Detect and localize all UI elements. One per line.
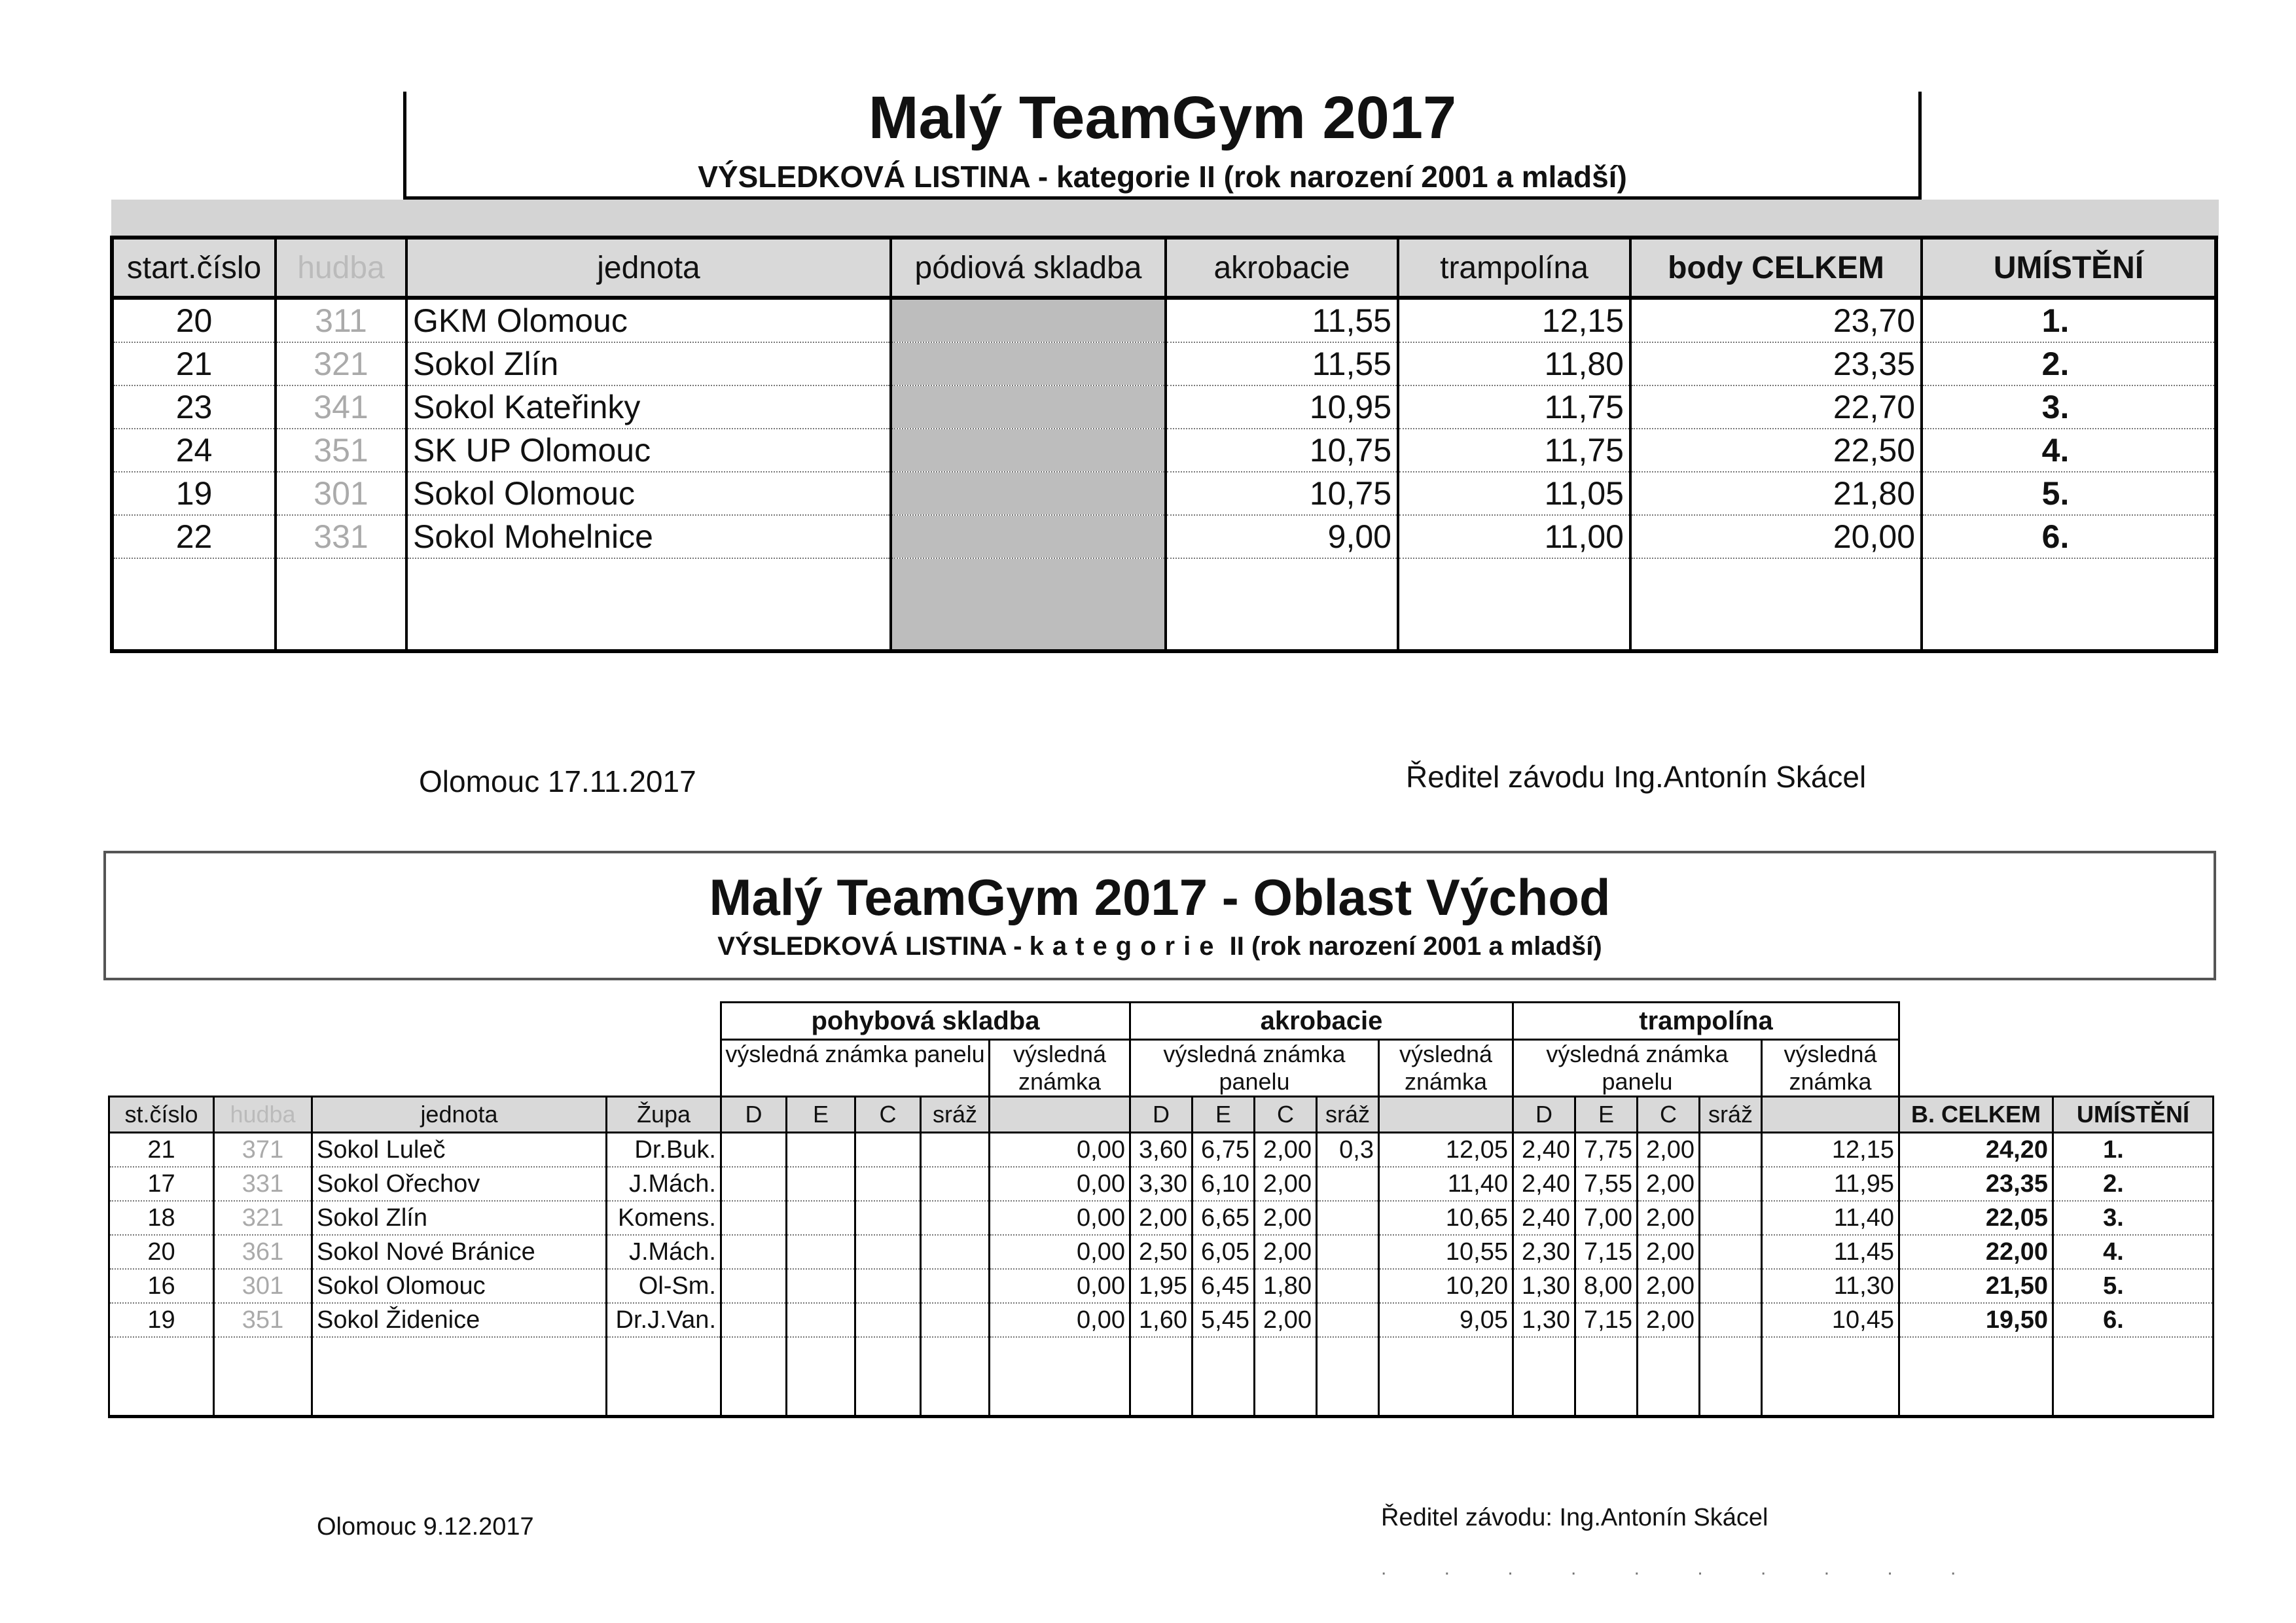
col-floor-c: C (855, 1097, 921, 1133)
trampoline-score: 11,75 (1398, 385, 1630, 429)
acro-d: 3,60 (1130, 1133, 1193, 1168)
empty-cell (1630, 558, 1922, 651)
sub-header-row (109, 1040, 2214, 1097)
floor-e (787, 1303, 855, 1337)
tramp-e: 8,00 (1575, 1269, 1638, 1303)
acro-final: 12,05 (1379, 1133, 1513, 1168)
start-number: 19 (112, 472, 276, 515)
empty-cell (1255, 1337, 1317, 1417)
floor-d (721, 1201, 787, 1235)
region: J.Mách. (607, 1167, 721, 1201)
col-start-number: st.číslo (109, 1097, 214, 1133)
trampoline-score: 11,00 (1398, 515, 1630, 558)
col-club: jednota (312, 1097, 607, 1133)
total-score: 22,00 (1899, 1235, 2053, 1269)
placement: 6. (2053, 1303, 2214, 1337)
col-placement: UMÍSTĚNÍ (2053, 1097, 2214, 1133)
music-number: 301 (214, 1269, 312, 1303)
panel-score-floor: výsledná známka panelu (721, 1040, 990, 1097)
competition-director-east: Ředitel závodu: Ing.Antonín Skácel (1381, 1504, 1768, 1531)
music-number: 301 (276, 472, 406, 515)
acro-c: 2,00 (1255, 1235, 1317, 1269)
acro-d: 3,30 (1130, 1167, 1193, 1201)
start-number: 21 (112, 342, 276, 385)
total-score: 23,70 (1630, 298, 1922, 342)
floor-routine-score (891, 429, 1166, 472)
panel-score-tramp: výsledná známka panelu (1513, 1040, 1762, 1097)
results-table-east (108, 1001, 2214, 1418)
club-name: Sokol Zlín (312, 1201, 607, 1235)
col-tramp-d: D (1513, 1097, 1575, 1133)
empty-cell (112, 558, 276, 651)
empty-cell (1638, 1337, 1700, 1417)
placement: 5. (2053, 1269, 2214, 1303)
page-subtitle: VÝSLEDKOVÁ LISTINA - kategorie II (rok narození 2001 a mladší) (698, 160, 1627, 194)
placement: 1. (2053, 1133, 2214, 1168)
club-name: Sokol Mohelnice (406, 515, 891, 558)
col-tramp-deduction: sráž (1700, 1097, 1762, 1133)
club-name: Sokol Olomouc (312, 1269, 607, 1303)
acro-e: 6,65 (1193, 1201, 1255, 1235)
placement: 1. (1922, 298, 2216, 342)
music-number: 331 (214, 1167, 312, 1201)
table-row (109, 1303, 2214, 1337)
col-acro-d: D (1130, 1097, 1193, 1133)
empty-cell (1513, 1337, 1575, 1417)
region: Ol-Sm. (607, 1269, 721, 1303)
start-number: 24 (112, 429, 276, 472)
floor-d (721, 1133, 787, 1168)
col-acro-final (1379, 1097, 1513, 1133)
placement: 4. (1922, 429, 2216, 472)
total-score: 20,00 (1630, 515, 1922, 558)
tramp-final: 11,45 (1762, 1235, 1899, 1269)
shaded-band (111, 200, 2219, 239)
placement: 5. (1922, 472, 2216, 515)
floor-d (721, 1167, 787, 1201)
placement: 3. (1922, 385, 2216, 429)
acrobatics-score: 10,75 (1166, 472, 1398, 515)
tramp-deduction (1700, 1167, 1762, 1201)
final-score-acro: výsledná známka (1379, 1040, 1513, 1097)
acro-c: 2,00 (1255, 1201, 1317, 1235)
group-floor-routine: pohybová skladba (721, 1003, 1130, 1040)
results-header-box (403, 84, 1922, 200)
table-row (109, 1167, 2214, 1201)
col-placement: UMÍSTĚNÍ (1922, 238, 2216, 298)
subtitle-part: II (rok narození 2001 a mladší) (1229, 932, 1602, 961)
competition-director: Ředitel závodu Ing.Antonín Skácel (1406, 760, 1867, 794)
acrobatics-score: 9,00 (1166, 515, 1398, 558)
acro-deduction (1317, 1269, 1379, 1303)
floor-c (855, 1201, 921, 1235)
total-score: 22,70 (1630, 385, 1922, 429)
start-number: 22 (112, 515, 276, 558)
floor-final: 0,00 (990, 1269, 1130, 1303)
floor-c (855, 1235, 921, 1269)
music-number: 341 (276, 385, 406, 429)
music-number: 331 (276, 515, 406, 558)
empty-cell (1166, 558, 1398, 651)
floor-deduction (921, 1235, 990, 1269)
place-and-date-east: Olomouc 9.12.2017 (317, 1513, 534, 1541)
empty-cell (109, 1337, 214, 1417)
floor-e (787, 1269, 855, 1303)
placement: 6. (1922, 515, 2216, 558)
floor-final: 0,00 (990, 1303, 1130, 1337)
tramp-deduction (1700, 1269, 1762, 1303)
empty-cell (1700, 1337, 1762, 1417)
club-name: Sokol Luleč (312, 1133, 607, 1168)
club-name: Sokol Židenice (312, 1303, 607, 1337)
group-acrobatics: akrobacie (1130, 1003, 1513, 1040)
page-title-east: Malý TeamGym 2017 - Oblast Východ (709, 868, 1611, 926)
empty-cell (312, 1337, 607, 1417)
page-subtitle-east (106, 932, 2214, 961)
empty-cell (2053, 1337, 2214, 1417)
acrobatics-score: 10,95 (1166, 385, 1398, 429)
acro-c: 2,00 (1255, 1167, 1317, 1201)
floor-routine-score (891, 342, 1166, 385)
tramp-c: 2,00 (1638, 1133, 1700, 1168)
music-number: 351 (276, 429, 406, 472)
col-total: body CELKEM (1630, 238, 1922, 298)
col-start-number: start.číslo (112, 238, 276, 298)
empty-cell (1130, 1337, 1193, 1417)
empty-cell (406, 558, 891, 651)
col-floor-e: E (787, 1097, 855, 1133)
floor-e (787, 1133, 855, 1168)
final-score-floor: výsledná známka (990, 1040, 1130, 1097)
tramp-deduction (1700, 1303, 1762, 1337)
empty-cell (1922, 558, 2216, 651)
total-score: 22,05 (1899, 1201, 2053, 1235)
total-score: 22,50 (1630, 429, 1922, 472)
trampoline-score: 12,15 (1398, 298, 1630, 342)
tramp-d: 1,30 (1513, 1303, 1575, 1337)
floor-e (787, 1167, 855, 1201)
floor-d (721, 1235, 787, 1269)
floor-final: 0,00 (990, 1133, 1130, 1168)
acro-c: 2,00 (1255, 1303, 1317, 1337)
club-name: Sokol Zlín (406, 342, 891, 385)
results-header-box-east (103, 851, 2216, 980)
empty-cell (1317, 1337, 1379, 1417)
table-header-row (112, 238, 2216, 298)
floor-c (855, 1303, 921, 1337)
col-acrobatics: akrobacie (1166, 238, 1398, 298)
table-row (109, 1269, 2214, 1303)
tramp-final: 11,95 (1762, 1167, 1899, 1201)
empty-cell (921, 1337, 990, 1417)
start-number: 17 (109, 1167, 214, 1201)
acro-e: 6,45 (1193, 1269, 1255, 1303)
floor-routine-score (891, 298, 1166, 342)
final-score-tramp: výsledná známka (1762, 1040, 1899, 1097)
tramp-d: 2,40 (1513, 1167, 1575, 1201)
floor-routine-score (891, 385, 1166, 429)
acrobatics-score: 11,55 (1166, 298, 1398, 342)
placement: 3. (2053, 1201, 2214, 1235)
empty-cell (891, 558, 1166, 651)
tramp-deduction (1700, 1201, 1762, 1235)
empty-cell (1398, 558, 1630, 651)
start-number: 20 (109, 1235, 214, 1269)
acro-d: 2,00 (1130, 1201, 1193, 1235)
floor-routine-score (891, 472, 1166, 515)
empty-cell (1899, 1337, 2053, 1417)
club-name: Sokol Nové Bránice (312, 1235, 607, 1269)
acro-c: 2,00 (1255, 1133, 1317, 1168)
tramp-final: 12,15 (1762, 1133, 1899, 1168)
acro-d: 1,95 (1130, 1269, 1193, 1303)
floor-final: 0,00 (990, 1235, 1130, 1269)
club-name: Sokol Kateřinky (406, 385, 891, 429)
floor-deduction (921, 1269, 990, 1303)
col-tramp-final (1762, 1097, 1899, 1133)
floor-e (787, 1235, 855, 1269)
placement: 2. (2053, 1167, 2214, 1201)
acro-final: 10,55 (1379, 1235, 1513, 1269)
table-row (112, 515, 2216, 558)
tramp-c: 2,00 (1638, 1303, 1700, 1337)
floor-deduction (921, 1133, 990, 1168)
tramp-final: 10,45 (1762, 1303, 1899, 1337)
empty-cell (1575, 1337, 1638, 1417)
acro-final: 11,40 (1379, 1167, 1513, 1201)
col-tramp-e: E (1575, 1097, 1638, 1133)
acro-deduction: 0,3 (1317, 1133, 1379, 1168)
col-acro-c: C (1255, 1097, 1317, 1133)
empty-cell (1762, 1337, 1899, 1417)
acro-e: 6,75 (1193, 1133, 1255, 1168)
acro-deduction (1317, 1235, 1379, 1269)
group-trampoline: trampolína (1513, 1003, 1899, 1040)
group-header-row (109, 1003, 2214, 1040)
trampoline-score: 11,75 (1398, 429, 1630, 472)
tramp-d: 1,30 (1513, 1269, 1575, 1303)
start-number: 18 (109, 1201, 214, 1235)
col-club: jednota (406, 238, 891, 298)
col-floor-d: D (721, 1097, 787, 1133)
tramp-d: 2,40 (1513, 1201, 1575, 1235)
acro-deduction (1317, 1201, 1379, 1235)
floor-final: 0,00 (990, 1201, 1130, 1235)
total-score: 21,50 (1899, 1269, 2053, 1303)
table-row (112, 342, 2216, 385)
acrobatics-score: 10,75 (1166, 429, 1398, 472)
acro-final: 10,65 (1379, 1201, 1513, 1235)
column-header-row (109, 1097, 2214, 1133)
tramp-c: 2,00 (1638, 1269, 1700, 1303)
tramp-deduction (1700, 1235, 1762, 1269)
start-number: 21 (109, 1133, 214, 1168)
floor-routine-score (891, 515, 1166, 558)
total-score: 21,80 (1630, 472, 1922, 515)
tramp-e: 7,15 (1575, 1235, 1638, 1269)
col-trampoline: trampolína (1398, 238, 1630, 298)
empty-cell (721, 1337, 787, 1417)
start-number: 23 (112, 385, 276, 429)
table-row (109, 1201, 2214, 1235)
acro-e: 6,10 (1193, 1167, 1255, 1201)
signature-line: . . . . . . . . . . (1381, 1558, 1982, 1579)
club-name: Sokol Ořechov (312, 1167, 607, 1201)
tramp-d: 2,30 (1513, 1235, 1575, 1269)
col-music: hudba (276, 238, 406, 298)
tramp-deduction (1700, 1133, 1762, 1168)
music-number: 321 (276, 342, 406, 385)
empty-cell (607, 1337, 721, 1417)
col-tramp-c: C (1638, 1097, 1700, 1133)
tramp-e: 7,00 (1575, 1201, 1638, 1235)
total-score: 24,20 (1899, 1133, 2053, 1168)
col-acro-deduction: sráž (1317, 1097, 1379, 1133)
floor-e (787, 1201, 855, 1235)
start-number: 20 (112, 298, 276, 342)
floor-final: 0,00 (990, 1167, 1130, 1201)
table-row (109, 1133, 2214, 1168)
tramp-final: 11,30 (1762, 1269, 1899, 1303)
club-name: Sokol Olomouc (406, 472, 891, 515)
total-score: 23,35 (1899, 1167, 2053, 1201)
empty-cell (1379, 1337, 1513, 1417)
col-floor-deduction: sráž (921, 1097, 990, 1133)
tramp-e: 7,75 (1575, 1133, 1638, 1168)
placement: 2. (1922, 342, 2216, 385)
empty-cell (855, 1337, 921, 1417)
table-row (112, 298, 2216, 342)
acro-deduction (1317, 1167, 1379, 1201)
empty-cell (787, 1337, 855, 1417)
music-number: 371 (214, 1133, 312, 1168)
col-floor-routine: pódiová skladba (891, 238, 1166, 298)
col-music: hudba (214, 1097, 312, 1133)
acro-e: 5,45 (1193, 1303, 1255, 1337)
placement: 4. (2053, 1235, 2214, 1269)
empty-row (112, 558, 2216, 651)
tramp-c: 2,00 (1638, 1235, 1700, 1269)
music-number: 361 (214, 1235, 312, 1269)
region: Dr.J.Van. (607, 1303, 721, 1337)
trampoline-score: 11,05 (1398, 472, 1630, 515)
empty-cell (214, 1337, 312, 1417)
col-total: B. CELKEM (1899, 1097, 2053, 1133)
page-title: Malý TeamGym 2017 (868, 84, 1457, 151)
empty-row (109, 1337, 2214, 1417)
music-number: 351 (214, 1303, 312, 1337)
acrobatics-score: 11,55 (1166, 342, 1398, 385)
acro-d: 1,60 (1130, 1303, 1193, 1337)
floor-d (721, 1303, 787, 1337)
total-score: 23,35 (1630, 342, 1922, 385)
music-number: 321 (214, 1201, 312, 1235)
floor-deduction (921, 1201, 990, 1235)
tramp-c: 2,00 (1638, 1201, 1700, 1235)
col-acro-e: E (1193, 1097, 1255, 1133)
floor-d (721, 1269, 787, 1303)
total-score: 19,50 (1899, 1303, 2053, 1337)
acro-final: 9,05 (1379, 1303, 1513, 1337)
floor-c (855, 1269, 921, 1303)
region: Komens. (607, 1201, 721, 1235)
table-row (109, 1235, 2214, 1269)
acro-final: 10,20 (1379, 1269, 1513, 1303)
floor-c (855, 1133, 921, 1168)
col-floor-final (990, 1097, 1130, 1133)
empty-cell (1193, 1337, 1255, 1417)
acro-c: 1,80 (1255, 1269, 1317, 1303)
trampoline-score: 11,80 (1398, 342, 1630, 385)
acro-e: 6,05 (1193, 1235, 1255, 1269)
floor-c (855, 1167, 921, 1201)
acro-d: 2,50 (1130, 1235, 1193, 1269)
acro-deduction (1317, 1303, 1379, 1337)
music-number: 311 (276, 298, 406, 342)
table-row (112, 472, 2216, 515)
empty-cell (276, 558, 406, 651)
start-number: 16 (109, 1269, 214, 1303)
subtitle-part: VÝSLEDKOVÁ LISTINA - (717, 932, 1022, 961)
table-row (112, 385, 2216, 429)
empty-cell (990, 1337, 1130, 1417)
place-and-date: Olomouc 17.11.2017 (419, 764, 696, 798)
tramp-d: 2,40 (1513, 1133, 1575, 1168)
tramp-c: 2,00 (1638, 1167, 1700, 1201)
panel-score-acro: výsledná známka panelu (1130, 1040, 1379, 1097)
start-number: 19 (109, 1303, 214, 1337)
club-name: SK UP Olomouc (406, 429, 891, 472)
club-name: GKM Olomouc (406, 298, 891, 342)
tramp-e: 7,55 (1575, 1167, 1638, 1201)
col-region: Župa (607, 1097, 721, 1133)
subtitle-category: kategorie (1029, 932, 1223, 961)
tramp-e: 7,15 (1575, 1303, 1638, 1337)
results-table-category-ii (110, 236, 2218, 653)
tramp-final: 11,40 (1762, 1201, 1899, 1235)
floor-deduction (921, 1167, 990, 1201)
table-row (112, 429, 2216, 472)
region: J.Mách. (607, 1235, 721, 1269)
floor-deduction (921, 1303, 990, 1337)
region: Dr.Buk. (607, 1133, 721, 1168)
